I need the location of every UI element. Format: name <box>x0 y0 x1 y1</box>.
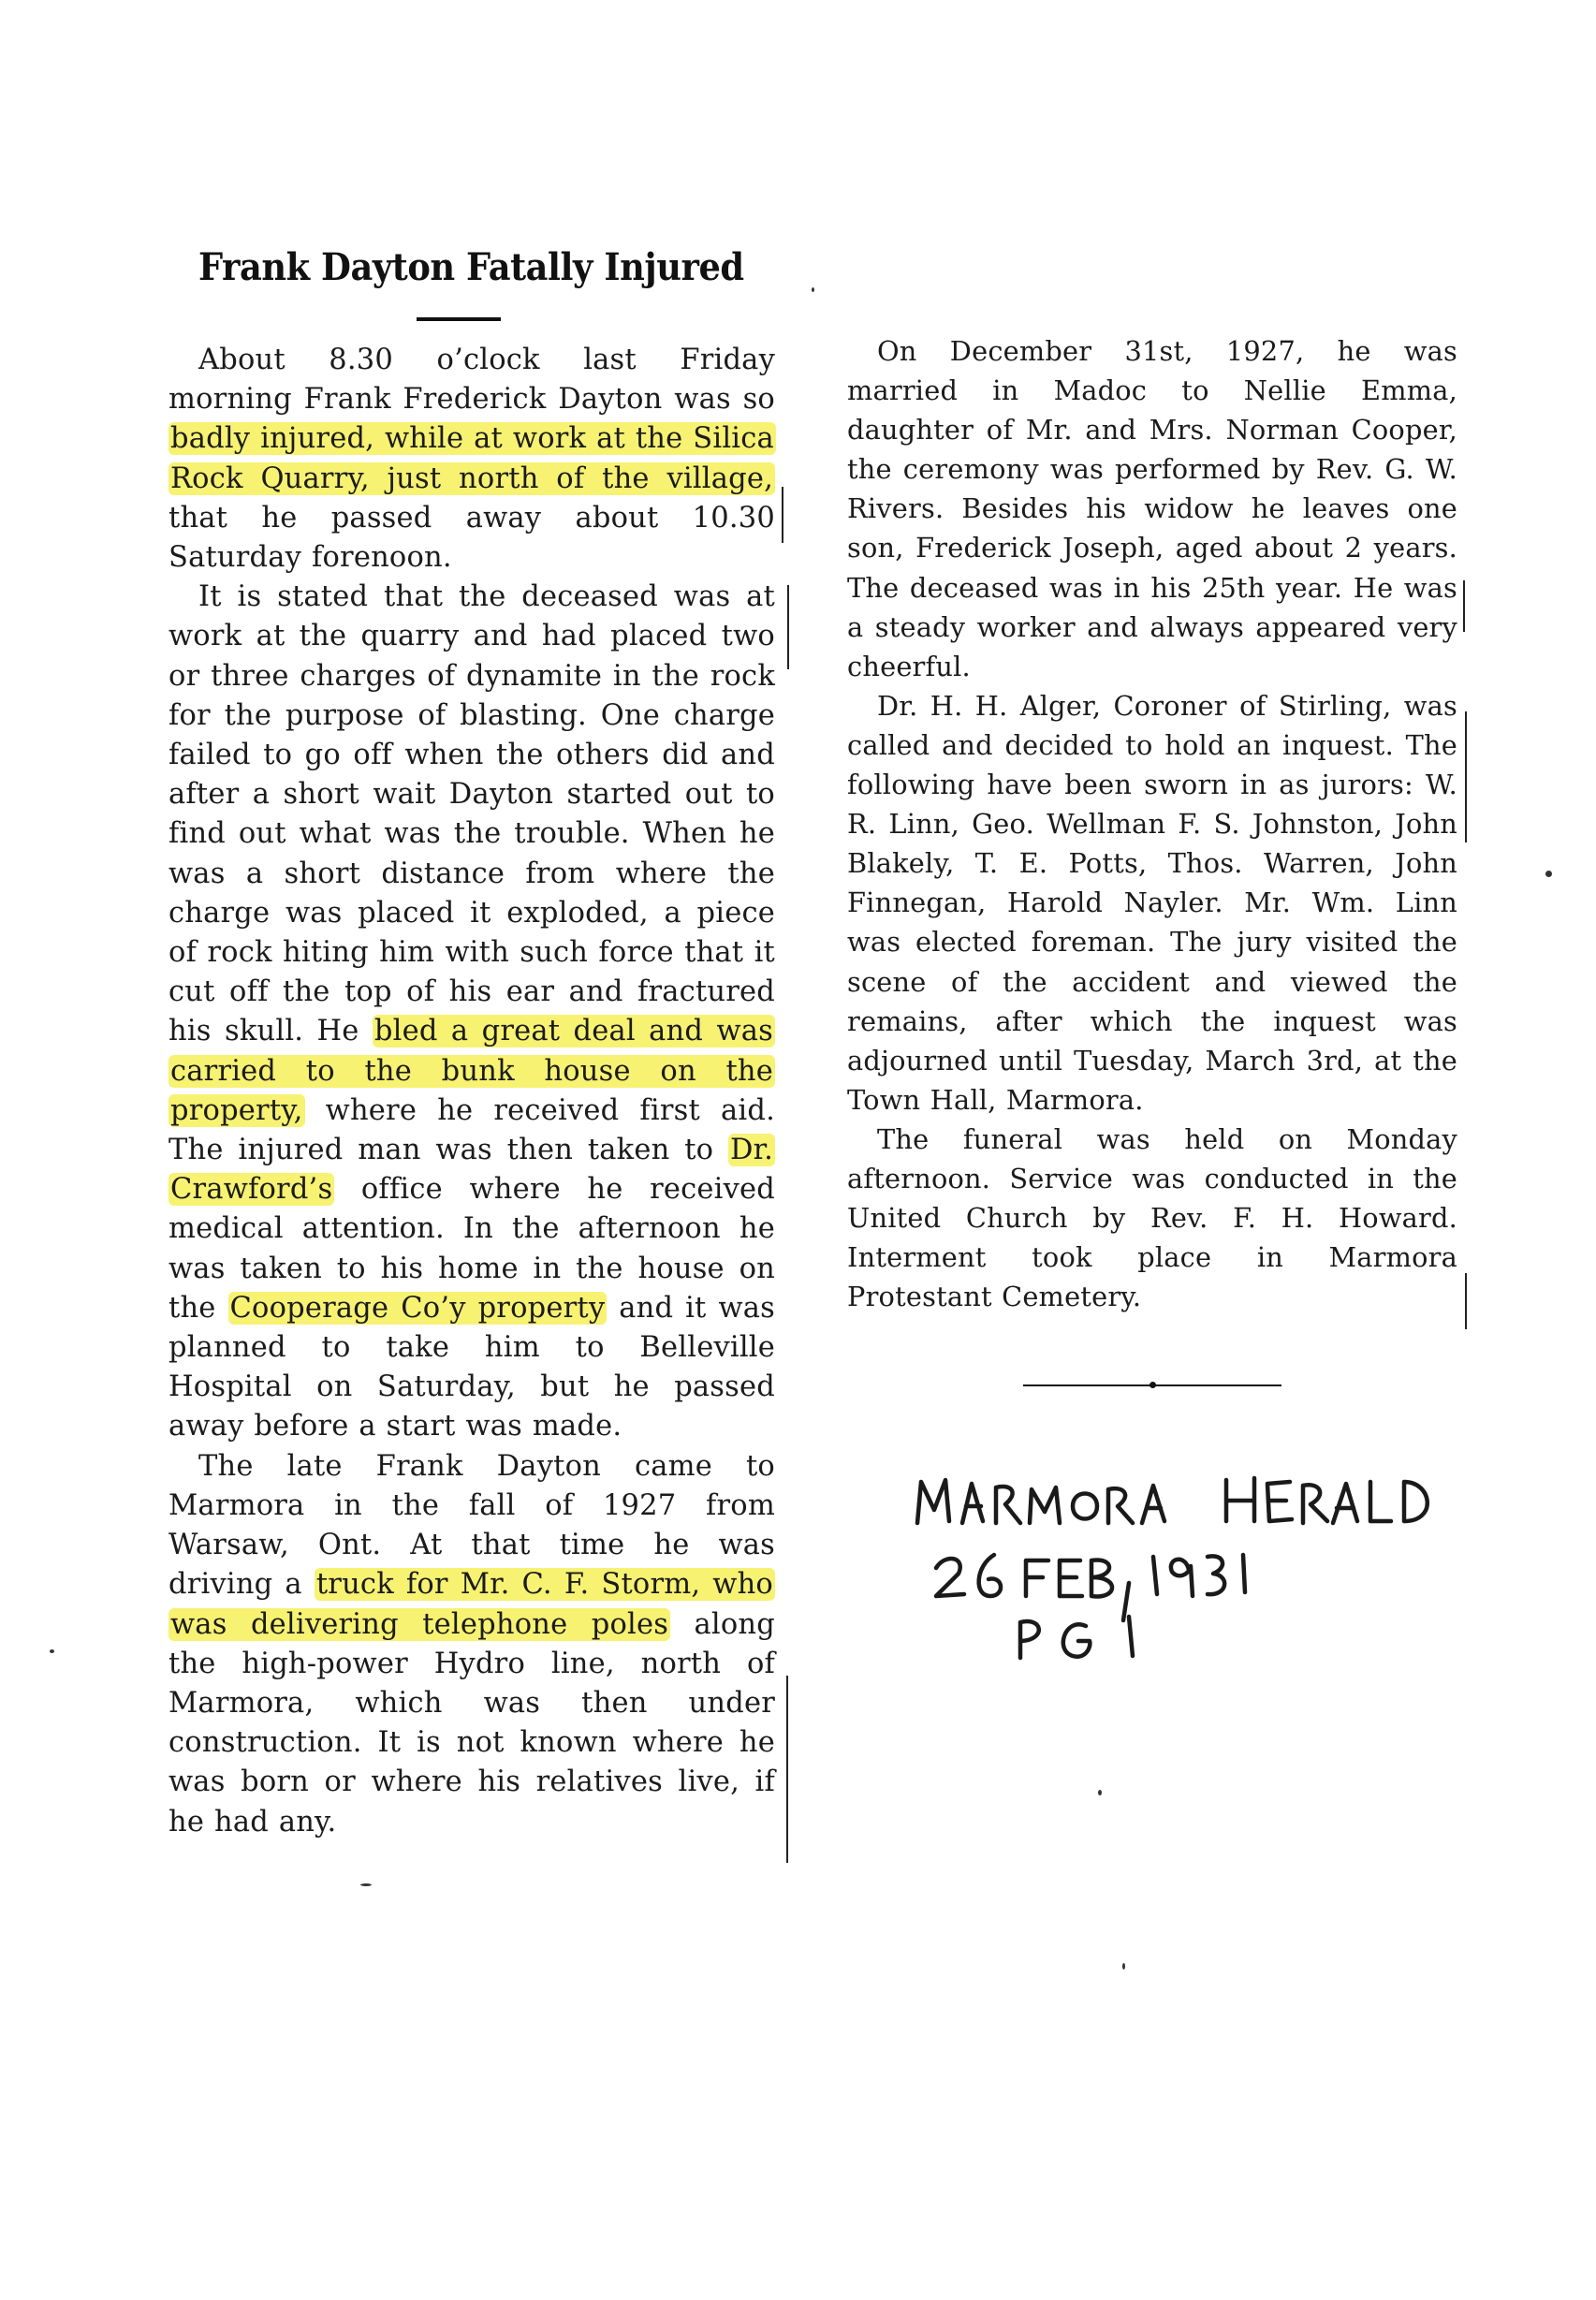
handwritten-annotation <box>908 1456 1470 1690</box>
highlighted-text: badly injured, while at work at the Silica Rock Quarry, just north of the village, <box>170 422 774 495</box>
column-rule <box>786 1676 788 1863</box>
headline-rule <box>417 317 501 321</box>
column-rule <box>1465 711 1467 842</box>
column-rule <box>787 585 789 669</box>
highlighted-text: truck for Mr. C. F. Storm, who was delivering telephone poles <box>170 1568 773 1641</box>
article-column-right <box>847 331 1457 1316</box>
highlighted-text: Cooperage Co’y property <box>229 1291 606 1325</box>
article-text: The late Frank Dayton came to Marmora in the fall of 1927 from Warsaw, Ont. At that time he was driving a <box>168 1449 775 1602</box>
article-paragraph <box>168 578 775 1446</box>
column-rule <box>782 487 783 543</box>
article-paragraph <box>847 686 1457 1120</box>
scan-speck <box>1122 1963 1125 1970</box>
article-text: It is stated that the deceased was at work at the quarry and had placed two or three charges of dynamite in the rock for the purpose of blasting. One charge failed to go off when the others did and after a short wait Dayton started out to find out what was the trouble. When he was a short distance from where the charge was placed it exploded, a piece of rock hiting him with such force that it cut off the top of his ear and fractured his skull. He <box>168 580 775 1048</box>
scan-speck <box>360 1883 372 1886</box>
article-text: office where he received medical attention. In the afternoon he was taken to his home in the house on the <box>168 1173 775 1325</box>
article-text: along the high-power Hydro line, north of Marmora, which was then under construction. It is not known where he was born or where his relatives live, if he had any. <box>168 1607 775 1839</box>
article-text: that he passed away about 10.30 Saturday forenoon. <box>168 501 775 575</box>
article-headline: Frank Dayton Fatally Injured <box>198 245 744 289</box>
article-paragraph <box>847 331 1457 686</box>
article-column-left <box>168 341 775 1842</box>
highlighted-text: bled a great deal and was carried to the bunk house on the property, <box>170 1015 773 1127</box>
article-text: The funeral was held on Monday afternoon. Service was conducted in the United Church by Rev. F. H. Howard. Interment took place in Marmora Protestant Cemetery. <box>847 1122 1457 1313</box>
scan-speck <box>50 1649 54 1653</box>
highlighted-text: Dr. Crawford’s <box>170 1134 773 1207</box>
article-text: About 8.30 o’clock last Friday morning Frank Frederick Dayton was so <box>168 344 775 417</box>
article-text: and it was planned to take him to Belleville Hospital on Saturday, but he passed away before a start was made. <box>168 1291 775 1443</box>
scan-speck <box>1545 871 1552 877</box>
column-rule <box>1463 580 1465 632</box>
end-rule-ornament <box>1149 1382 1156 1388</box>
article-paragraph <box>847 1120 1457 1316</box>
article-paragraph <box>168 1447 775 1842</box>
article-paragraph <box>168 341 775 578</box>
article-text: On December 31st, 1927, he was married in Madoc to Nellie Emma, daughter of Mr. and Mrs. Norman Cooper, the ceremony was performed by Rev. G. W. Rivers. Besides his widow he leaves one son, Frederick Joseph, aged about 2 years. The deceased was in his 25th year. He was a steady worker and always appeared very cheerful. <box>847 335 1457 682</box>
column-rule <box>1465 1273 1467 1329</box>
scan-speck <box>812 287 814 292</box>
article-text: where he received first aid. The injured man was then taken to <box>168 1093 775 1167</box>
article-text: Dr. H. H. Alger, Coroner of Stirling, was called and decided to hold an inquest. The following have been sworn in as jurors: W. R. Linn, Geo. Wellman F. S. Johnston, John Blakely, T. E. Potts, Thos. Warren, John Finnegan, Harold Nayler. Mr. Wm. Linn was elected foreman. The jury visited the scene of the accident and viewed the remains, after which the inquest was adjourned until Tuesday, March 3rd, at the Town Hall, Marmora. <box>847 689 1457 1116</box>
scan-speck <box>1098 1790 1102 1795</box>
